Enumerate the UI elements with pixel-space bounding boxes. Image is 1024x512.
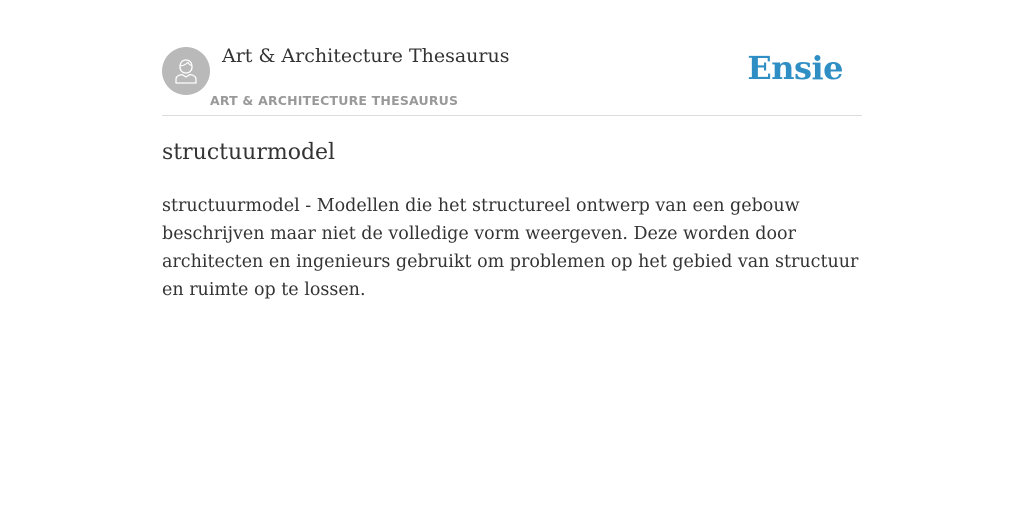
author-avatar[interactable]	[162, 47, 210, 95]
ensie-logo[interactable]: Ensie	[747, 49, 843, 87]
user-avatar-icon	[171, 56, 201, 86]
article-title: structuurmodel	[162, 140, 336, 165]
author-name[interactable]: Art & Architecture Thesaurus	[222, 45, 510, 67]
page-container	[162, 0, 862, 300]
author-subtitle[interactable]: ART & ARCHITECTURE THESAURUS	[210, 93, 459, 108]
header	[162, 0, 862, 116]
article-body: structuurmodel - Modellen die het structureel ontwerp van een gebouw beschrijven maar niet de volledige vorm weergeven. Deze worden door architecten en ingenieurs gebruikt om problemen op het gebied van structuur en ruimte op te lossen.	[162, 196, 859, 300]
